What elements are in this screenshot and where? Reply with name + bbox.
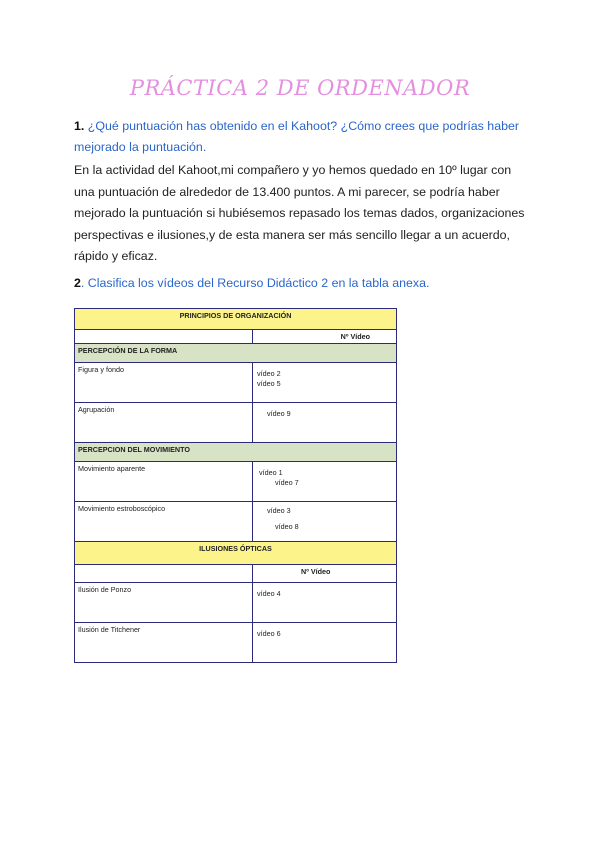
video-ref: vídeo 6 <box>257 629 281 638</box>
video-ref: vídeo 1 <box>259 468 283 477</box>
row-videos-figura <box>253 363 397 403</box>
video-ref: vídeo 8 <box>275 522 299 531</box>
question-2 <box>74 273 534 294</box>
question-1-text: ¿Qué puntuación has obtenido en el Kahoot? ¿Cómo crees que podrías haber mejorado la puntuación. <box>74 119 520 154</box>
row-videos-estroboscopico <box>253 502 397 542</box>
video-ref: vídeo 5 <box>257 379 281 388</box>
row-label-estroboscopico: Movimiento estroboscópico <box>75 502 253 542</box>
row-label-figura: Figura y fondo <box>75 363 253 403</box>
answer-1: En la actividad del Kahoot,mi compañero y yo hemos quedado en 10º lugar con una puntuación de alrededor de 13.400 puntos. A mi parecer, se podría haber mejorado la puntuación si hubiésemos repasado los temas dados, organizaciones perspectivas e ilusiones,y de esta manera ser más sencillo llegar a un acuerdo, rápido y eficaz. <box>74 163 525 263</box>
section-ilusiones-header: ILUSIONES ÓPTICAS <box>75 542 397 565</box>
row-label-titchener: Ilusión de Titchener <box>75 623 253 663</box>
row-label-aparente: Movimiento aparente <box>75 462 253 502</box>
row-videos-aparente <box>253 462 397 502</box>
empty-header-cell <box>75 565 253 583</box>
row-label-ponzo: Ilusión de Ponzo <box>75 583 253 623</box>
empty-header-cell <box>75 330 253 344</box>
question-1 <box>74 116 534 158</box>
question-2-number: 2 <box>74 276 81 290</box>
video-classification-table <box>74 308 397 663</box>
video-column-header: Nº Vídeo <box>253 565 397 583</box>
row-videos-agrupacion <box>253 403 397 443</box>
row-label-agrupacion: Agrupación <box>75 403 253 443</box>
video-ref: vídeo 7 <box>275 478 299 487</box>
page-title: PRÁCTICA 2 DE ORDENADOR <box>129 76 471 100</box>
section-organizacion-header: PRINCIPIOS DE ORGANIZACIÓN <box>75 309 397 330</box>
group-movimiento-header: PERCEPCION DEL MOVIMIENTO <box>75 443 397 462</box>
group-forma-header: PERCEPCIÓN DE LA FORMA <box>75 344 397 363</box>
video-ref: vídeo 9 <box>267 409 291 418</box>
video-column-header: Nº Vídeo <box>253 330 397 344</box>
row-videos-ponzo <box>253 583 397 623</box>
question-2-text: . Clasifica los vídeos del Recurso Didáctico 2 en la tabla anexa. <box>80 276 430 290</box>
video-ref: vídeo 3 <box>267 506 291 515</box>
row-videos-titchener <box>253 623 397 663</box>
video-ref: vídeo 4 <box>257 589 281 598</box>
video-ref: vídeo 2 <box>257 369 281 378</box>
question-1-number: 1. <box>74 119 85 133</box>
